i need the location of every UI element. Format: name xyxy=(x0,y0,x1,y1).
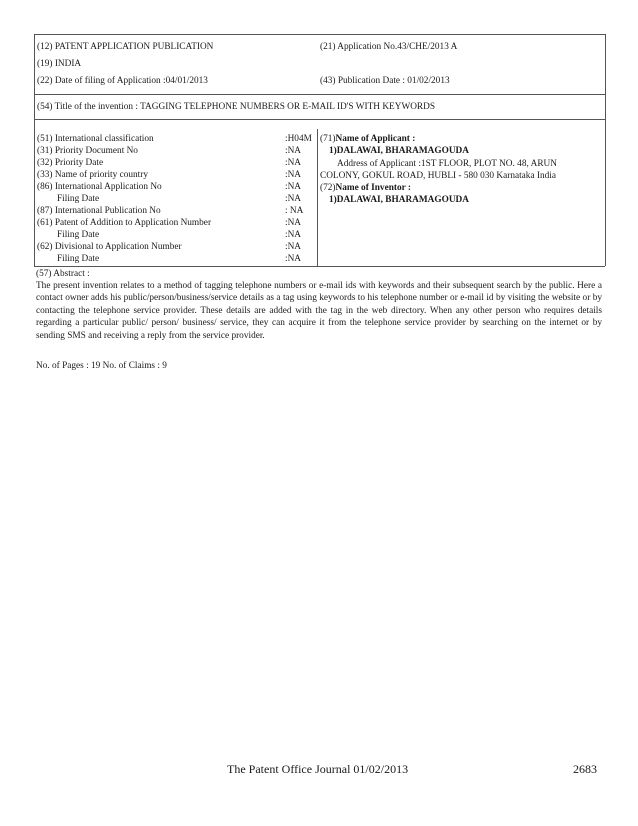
field-value: :NA xyxy=(285,182,302,192)
field-label: (31) Priority Document No xyxy=(37,146,138,156)
right-border xyxy=(605,34,606,266)
publication-type: (12) PATENT APPLICATION PUBLICATION xyxy=(37,42,214,52)
field-label: (51) International classification xyxy=(37,134,154,144)
field-value: : NA xyxy=(285,206,304,216)
applicant-heading-text: Name of Applicant : xyxy=(335,134,416,144)
filing-date: (22) Date of filing of Application :04/01/2013 xyxy=(37,76,208,86)
field-label: (87) International Publication No xyxy=(37,206,161,216)
field-label: Filing Date xyxy=(57,230,100,240)
field-value: :H04M xyxy=(285,134,312,144)
field-label: (61) Patent of Addition to Application Number xyxy=(37,218,212,228)
field-value: :NA xyxy=(285,254,302,264)
applicant-address-line-1: Address of Applicant :1ST FLOOR, PLOT NO. 48, ARUN xyxy=(337,159,557,169)
publication-date: (43) Publication Date : 01/02/2013 xyxy=(320,76,450,86)
inventor-heading xyxy=(320,182,411,194)
application-number: (21) Application No.43/CHE/2013 A xyxy=(320,42,458,52)
field-label: (33) Name of priority country xyxy=(37,170,149,180)
field-label: (62) Divisional to Application Number xyxy=(37,242,182,252)
applicant-name: 1)DALAWAI, BHARAMAGOUDA xyxy=(329,146,469,156)
abstract-text: The present invention relates to a method of tagging telephone numbers or e-mail ids with keywords and their subsequent search by the public. Here a contact owner adds his public/person/business/service details as a tag using keywords to his telephone number or e-mail id by visiting the website or by contacting the telephone service provider. These details are added with the tag in the web directory. When any other person who requires details regarding a particular public/ person/ business/ service, they can acquire it from the telephone service provider by searching on the internet or by sending SMS and receiving a reply from the service provider. xyxy=(36,281,602,341)
field-value: :NA xyxy=(285,242,302,252)
pages-and-claims: No. of Pages : 19 No. of Claims : 9 xyxy=(36,361,167,371)
field-value: :NA xyxy=(285,170,302,180)
applicant-heading xyxy=(320,133,415,145)
inventor-heading-text: Name of Inventor : xyxy=(335,183,411,193)
field-value: :NA xyxy=(285,146,302,156)
title-divider xyxy=(34,119,605,120)
page-number: 2683 xyxy=(573,762,597,776)
top-rule xyxy=(34,34,605,35)
journal-footer: The Patent Office Journal 01/02/2013 xyxy=(227,762,409,776)
header-divider xyxy=(34,94,605,95)
field-label: (86) International Application No xyxy=(37,182,162,192)
inventor-heading-number: (72) xyxy=(320,183,336,193)
applicant-address-line-2: COLONY, GOKUL ROAD, HUBLI - 580 030 Karnataka India xyxy=(320,171,556,181)
column-divider xyxy=(317,129,318,266)
applicant-heading-number: (71) xyxy=(320,134,336,144)
field-value: :NA xyxy=(285,230,302,240)
country: (19) INDIA xyxy=(37,59,82,69)
field-label: (32) Priority Date xyxy=(37,158,104,168)
field-value: :NA xyxy=(285,218,302,228)
field-value: :NA xyxy=(285,158,302,168)
field-label: Filing Date xyxy=(57,254,100,264)
fields-divider xyxy=(34,266,605,267)
left-border xyxy=(34,34,35,266)
field-value: :NA xyxy=(285,194,302,204)
field-label: Filing Date xyxy=(57,194,100,204)
abstract-heading: (57) Abstract : xyxy=(36,269,90,279)
inventor-name: 1)DALAWAI, BHARAMAGOUDA xyxy=(329,195,469,205)
invention-title: (54) Title of the invention : TAGGING TELEPHONE NUMBERS OR E-MAIL ID'S WITH KEYWORDS xyxy=(37,102,436,112)
